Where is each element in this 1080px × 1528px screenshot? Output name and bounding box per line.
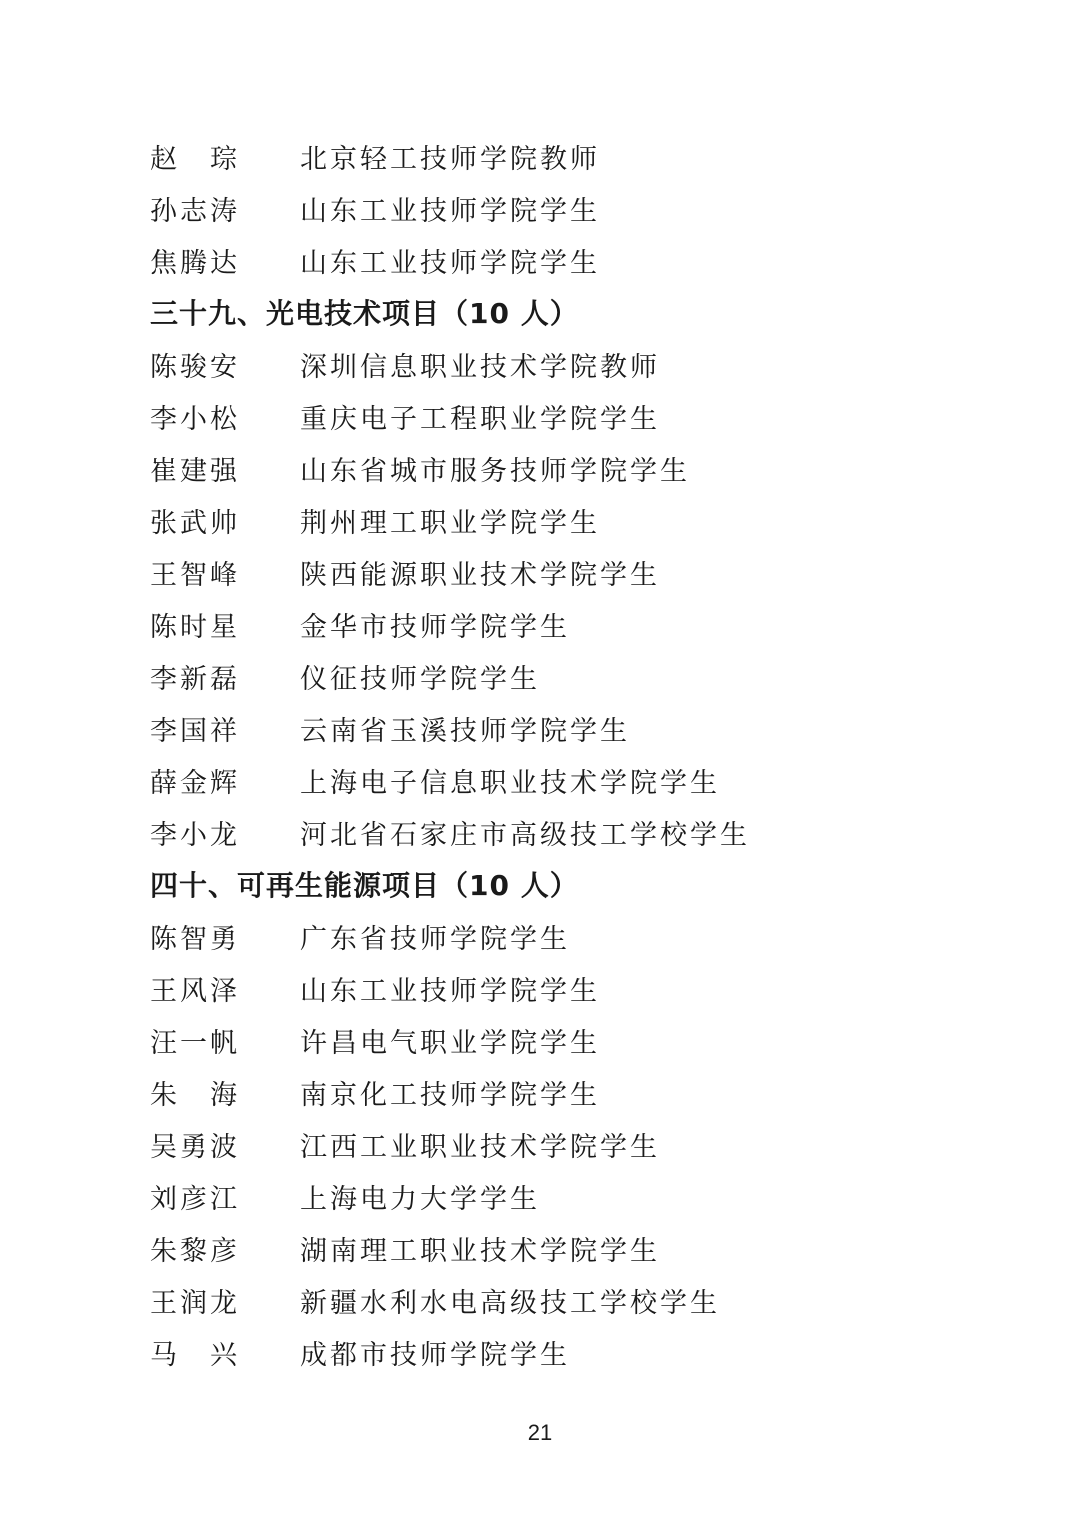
- person-name: 汪一帆: [150, 1027, 240, 1059]
- person-name: 陈骏安: [150, 351, 240, 383]
- person-organization: 北京轻工技师学院教师: [300, 143, 600, 175]
- list-item: [150, 1118, 1010, 1170]
- person-name: 李小龙: [150, 819, 240, 851]
- person-organization: 许昌电气职业学院学生: [300, 1027, 600, 1059]
- person-organization: 河北省石家庄市高级技工学校学生: [300, 819, 750, 851]
- list-item: [150, 702, 1010, 754]
- list-item: [150, 650, 1010, 702]
- person-name: 焦腾达: [150, 247, 240, 279]
- list-item: [150, 1066, 1010, 1118]
- person-organization: 南京化工技师学院学生: [300, 1079, 600, 1111]
- list-item: [150, 806, 1010, 858]
- list-item: [150, 1170, 1010, 1222]
- person-organization: 荆州理工职业学院学生: [300, 507, 600, 539]
- person-name: 薛金辉: [150, 767, 240, 799]
- person-organization: 金华市技师学院学生: [300, 611, 570, 643]
- person-name: 王风泽: [150, 975, 240, 1007]
- list-item: [150, 1326, 1010, 1378]
- person-name: 崔建强: [150, 455, 240, 487]
- page-number: 21: [527, 1420, 553, 1445]
- person-name: 李小松: [150, 403, 240, 435]
- person-name: 李国祥: [150, 715, 240, 747]
- section-heading-40: 四十、可再生能源项目（10 人）: [150, 869, 579, 902]
- list-item: [150, 546, 1010, 598]
- list-item: [150, 494, 1010, 546]
- person-name: 李新磊: [150, 663, 240, 695]
- person-organization: 陕西能源职业技术学院学生: [300, 559, 660, 591]
- person-organization: 山东工业技师学院学生: [300, 975, 600, 1007]
- person-name: 陈时星: [150, 611, 240, 643]
- person-name: 朱 海: [150, 1079, 240, 1111]
- person-name: 陈智勇: [150, 923, 240, 955]
- person-organization: 成都市技师学院学生: [300, 1339, 570, 1371]
- person-organization: 山东省城市服务技师学院学生: [300, 455, 690, 487]
- person-organization: 仪征技师学院学生: [300, 663, 540, 695]
- person-name: 王润龙: [150, 1287, 240, 1319]
- person-organization: 上海电力大学学生: [300, 1183, 540, 1215]
- person-organization: 云南省玉溪技师学院学生: [300, 715, 630, 747]
- list-item: [150, 182, 1010, 234]
- person-name: 孙志涛: [150, 195, 240, 227]
- section-heading-39: 三十九、光电技术项目（10 人）: [150, 297, 579, 330]
- list-item: [150, 962, 1010, 1014]
- list-item: [150, 1274, 1010, 1326]
- person-name: 刘彦江: [150, 1183, 240, 1215]
- list-item: [150, 598, 1010, 650]
- document-page: [150, 130, 1010, 1378]
- person-name: 赵 琮: [150, 143, 240, 175]
- list-item: [150, 1014, 1010, 1066]
- person-organization: 江西工业职业技术学院学生: [300, 1131, 660, 1163]
- person-organization: 深圳信息职业技术学院教师: [300, 351, 660, 383]
- list-item: [150, 910, 1010, 962]
- person-organization: 广东省技师学院学生: [300, 923, 570, 955]
- person-name: 张武帅: [150, 507, 240, 539]
- list-item: [150, 442, 1010, 494]
- list-item: [150, 390, 1010, 442]
- list-item: [150, 338, 1010, 390]
- person-name: 马 兴: [150, 1339, 240, 1371]
- person-organization: 上海电子信息职业技术学院学生: [300, 767, 720, 799]
- list-item: [150, 1222, 1010, 1274]
- person-organization: 重庆电子工程职业学院学生: [300, 403, 660, 435]
- list-item: [150, 234, 1010, 286]
- person-organization: 山东工业技师学院学生: [300, 195, 600, 227]
- list-item: [150, 754, 1010, 806]
- person-organization: 山东工业技师学院学生: [300, 247, 600, 279]
- person-name: 吴勇波: [150, 1131, 240, 1163]
- person-organization: 湖南理工职业技术学院学生: [300, 1235, 660, 1267]
- person-name: 朱黎彦: [150, 1235, 240, 1267]
- person-name: 王智峰: [150, 559, 240, 591]
- list-item: [150, 130, 1010, 182]
- person-organization: 新疆水利水电高级技工学校学生: [300, 1287, 720, 1319]
